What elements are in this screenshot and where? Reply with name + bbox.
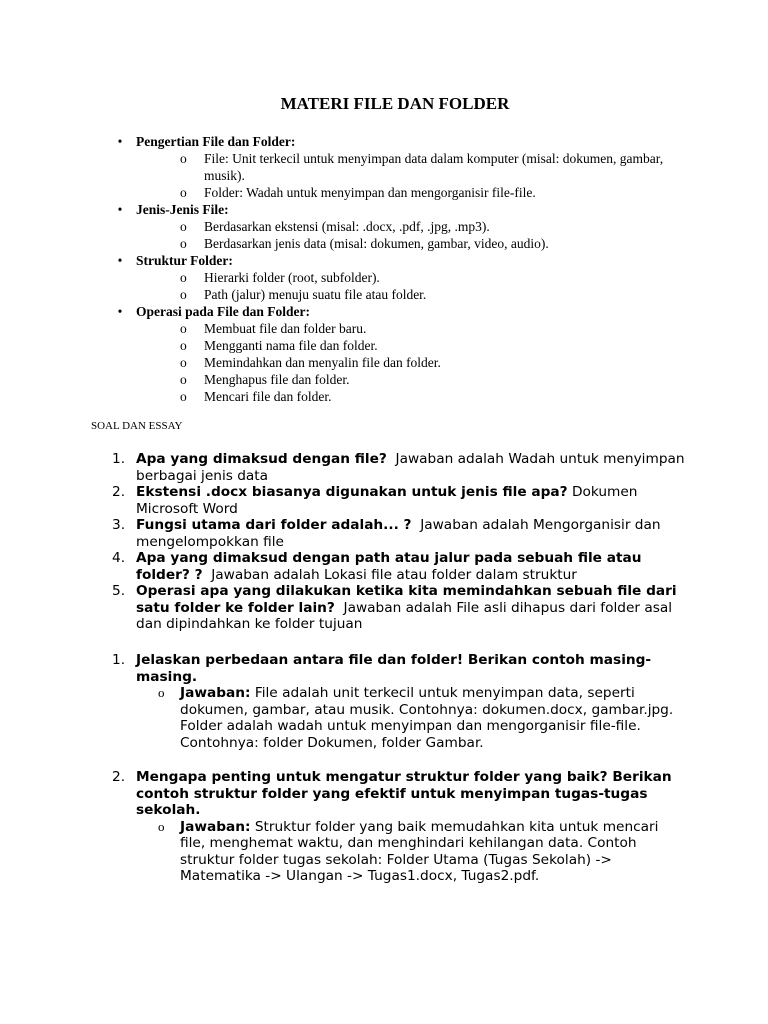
answer-label: Jawaban: [180, 685, 251, 701]
list-item-text: Mengganti nama file dan folder. [204, 338, 378, 353]
sub-bullet-icon: o [180, 338, 187, 353]
sub-bullet-icon: o [180, 287, 187, 302]
question-number: 2. [112, 484, 126, 500]
list-item [180, 184, 672, 201]
section-heading: Pengertian File dan Folder: [136, 134, 296, 149]
sub-bullet-icon: o [180, 185, 187, 200]
question-text: Operasi apa yang dilakukan ketika kita memindahkan sebuah file dari satu folder ke folder lain? [136, 583, 677, 616]
answer-text: Jawaban adalah Lokasi file atau folder dalam struktur [211, 566, 577, 583]
question-item [106, 583, 686, 633]
list-item [180, 388, 672, 405]
list-item [180, 337, 672, 354]
essay-question-1 [106, 652, 686, 751]
list-item [180, 235, 672, 252]
answer-text: Jawaban adalah Wadah untuk menyimpan berbagai jenis data [136, 451, 685, 484]
section-heading: Jenis-Jenis File: [136, 202, 229, 217]
bullet-icon: • [117, 134, 123, 149]
list-item-text: Membuat file dan folder baru. [204, 321, 367, 336]
sub-bullet-icon: o [180, 236, 187, 251]
answer-item [158, 819, 686, 885]
sub-bullet-icon: o [180, 355, 187, 370]
bullet-icon: • [117, 253, 123, 268]
sub-bullet-icon: o [180, 270, 187, 285]
question-item [106, 451, 686, 484]
materi-section [112, 303, 672, 405]
section-items [136, 320, 672, 405]
list-item-text: Menghapus file dan folder. [204, 372, 350, 387]
question-number: 2. [112, 769, 126, 785]
answer-list [136, 819, 686, 885]
question-item [106, 484, 686, 517]
sub-bullet-icon: o [158, 818, 165, 834]
answer-text: Jawaban adalah Mengorganisir dan mengelompokkan file [136, 517, 661, 550]
question-text: Mengapa penting untuk mengatur struktur folder yang baik? Berikan contoh struktur folder yang efektif untuk menyimpan tugas-tugas sekolah. [136, 769, 672, 818]
materi-section-list [112, 133, 672, 405]
materi-outline [112, 133, 672, 405]
list-item [180, 269, 672, 286]
list-item-text: Berdasarkan jenis data (misal: dokumen, gambar, video, audio). [204, 236, 549, 251]
question-number: 3. [112, 517, 126, 533]
list-item-text: Folder: Wadah untuk menyimpan dan mengorganisir file-file. [204, 185, 536, 200]
list-item [180, 286, 672, 303]
question-text: Apa yang dimaksud dengan file? [136, 451, 387, 467]
list-item-text: Hierarki folder (root, subfolder). [204, 270, 380, 285]
sub-bullet-icon: o [158, 685, 165, 700]
bullet-icon: • [117, 304, 123, 319]
essay-item [106, 652, 686, 751]
essay-list [106, 652, 686, 751]
list-item-text: Memindahkan dan menyalin file dan folder. [204, 355, 441, 370]
section-items [136, 150, 672, 201]
answer-text: Jawaban adalah File asli dihapus dari folder asal dan dipindahkan ke folder tujuan [136, 599, 673, 632]
answer-item [158, 685, 686, 751]
question-text: Jelaskan perbedaan antara file dan folder! Berikan contoh masing-masing. [136, 652, 652, 685]
essay-item [106, 769, 686, 885]
list-item-text: Berdasarkan ekstensi (misal: .docx, .pdf, .jpg, .mp3). [204, 219, 490, 234]
sub-bullet-icon: o [180, 151, 187, 166]
bullet-icon: • [117, 202, 123, 217]
question-item [106, 550, 686, 583]
section-heading: Struktur Folder: [136, 253, 233, 268]
question-text: Fungsi utama dari folder adalah... ? [136, 517, 412, 533]
list-item [180, 150, 672, 184]
question-number: 1. [112, 652, 126, 668]
list-item-text: File: Unit terkecil untuk menyimpan data dalam komputer (misal: dokumen, gambar, musik). [204, 151, 664, 183]
list-item-text: Path (jalur) menuju suatu file atau folder. [204, 287, 427, 302]
document-title: MATERI FILE DAN FOLDER [280, 94, 510, 113]
sub-bullet-icon: o [180, 389, 187, 404]
section-items [136, 269, 672, 303]
answer-list [136, 685, 686, 751]
essay-list [106, 769, 686, 885]
question-text: Ekstensi .docx biasanya digunakan untuk jenis file apa? [136, 484, 568, 500]
sub-bullet-icon: o [180, 372, 187, 387]
essay-question-2 [106, 769, 686, 885]
question-number: 5. [112, 583, 126, 599]
materi-section [112, 201, 672, 252]
answer-text: Struktur folder yang baik memudahkan kita untuk mencari file, menghemat waktu, dan menghindari kehilangan data. Contoh struktur folder tugas sekolah: Folder Utama (Tugas Sekolah) -> Matematika -> Ulangan -> Tugas1.docx, Tugas2.pdf. [180, 818, 659, 884]
section-items [136, 218, 672, 252]
question-list [106, 451, 686, 633]
answer-text: Dokumen Microsoft Word [136, 484, 638, 517]
answer-label: Jawaban: [180, 818, 251, 835]
section-heading: Operasi pada File dan Folder: [136, 304, 311, 319]
sub-bullet-icon: o [180, 321, 187, 336]
list-item [180, 320, 672, 337]
soal-section-label: SOAL DAN ESSAY [91, 420, 183, 432]
list-item-text: Mencari file dan folder. [204, 389, 332, 404]
question-item [106, 517, 686, 550]
short-question-list [106, 451, 686, 633]
materi-section [112, 252, 672, 303]
question-text: Apa yang dimaksud dengan path atau jalur pada sebuah file atau folder? ? [136, 550, 642, 583]
list-item [180, 218, 672, 235]
answer-text: File adalah unit terkecil untuk menyimpan data, seperti dokumen, gambar, atau musik. Contohnya: dokumen.docx, gambar.jpg. Folder adalah wadah untuk menyimpan dan mengorganisir file-file. Contohnya: folder Dokumen, folder Gambar. [180, 685, 674, 751]
question-number: 4. [112, 550, 126, 566]
question-number: 1. [112, 451, 126, 467]
list-item [180, 371, 672, 388]
sub-bullet-icon: o [180, 219, 187, 234]
list-item [180, 354, 672, 371]
materi-section [112, 133, 672, 201]
